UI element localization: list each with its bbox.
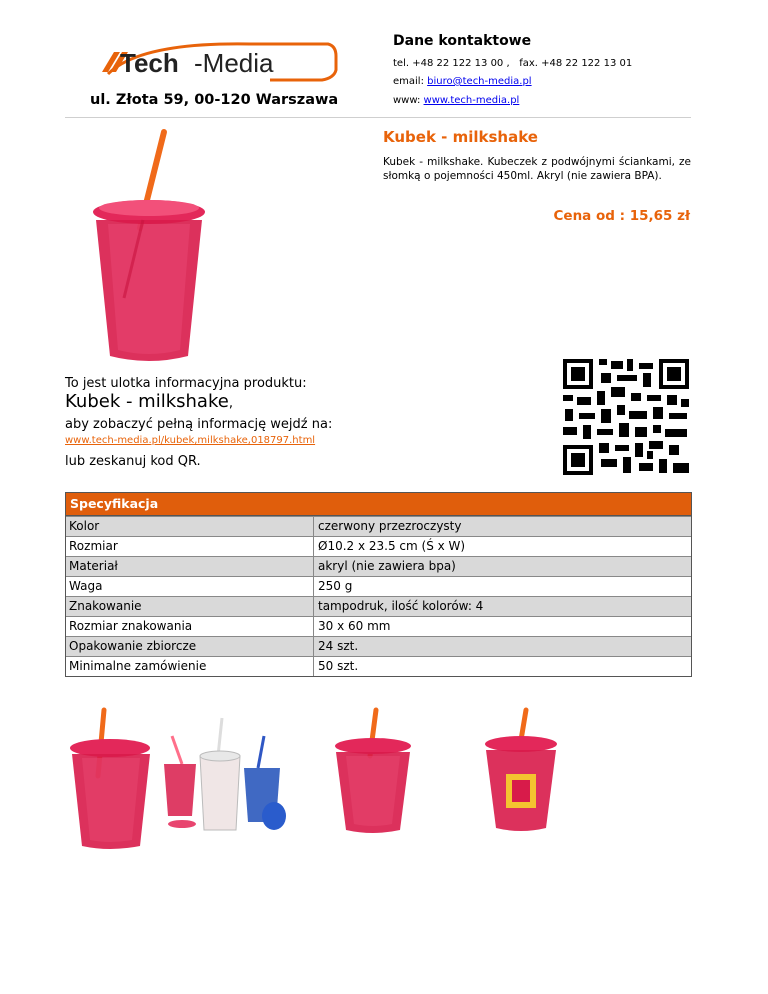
spec-value: czerwony przezroczysty xyxy=(318,519,462,533)
spec-key: Rozmiar znakowania xyxy=(66,617,314,636)
spec-value: 50 szt. xyxy=(318,659,359,673)
gallery-image-cup-1 xyxy=(64,706,160,856)
gallery-image-cup-2 xyxy=(330,706,416,838)
contact-www-line xyxy=(393,95,519,106)
table-row xyxy=(66,516,691,536)
table-row xyxy=(66,576,691,596)
product-title: Kubek - milkshake xyxy=(383,128,538,146)
leaflet-name-text: Kubek - milkshake xyxy=(65,391,229,412)
header-divider xyxy=(65,117,691,118)
logo-text-media: -Media xyxy=(194,48,274,78)
spec-key: Znakowanie xyxy=(66,597,314,616)
tech-media-logo xyxy=(100,38,340,84)
product-price: Cena od : 15,65 zł xyxy=(553,208,690,224)
gallery-image-cup-branded xyxy=(480,706,562,836)
leaflet-name-suffix: , xyxy=(228,396,233,411)
logo-text-tech: Tech xyxy=(120,48,179,78)
leaflet-product-link[interactable]: www.tech-media.pl/kubek,milkshake,018797.html xyxy=(65,435,316,446)
contact-fax: fax. +48 22 122 13 01 xyxy=(519,58,633,69)
spec-value: tampodruk, ilość kolorów: 4 xyxy=(318,599,484,613)
contact-title: Dane kontaktowe xyxy=(393,33,532,49)
spec-table-header: Specyfikacja xyxy=(66,493,691,516)
contact-www-label: www: xyxy=(393,95,421,106)
table-row xyxy=(66,536,691,556)
spec-value: Ø10.2 x 23.5 cm (Ś x W) xyxy=(318,539,466,553)
spec-value: 250 g xyxy=(318,579,353,593)
leaflet-see: aby zobaczyć pełną informację wejdź na: xyxy=(65,417,333,432)
spec-key: Waga xyxy=(66,577,314,596)
spec-value: akryl (nie zawiera bpa) xyxy=(318,559,456,573)
table-row xyxy=(66,636,691,656)
contact-email-link[interactable]: biuro@tech-media.pl xyxy=(427,76,532,87)
contact-www-link[interactable]: www.tech-media.pl xyxy=(423,95,520,106)
company-address: ul. Złota 59, 00-120 Warszawa xyxy=(90,92,339,108)
contact-email-line xyxy=(393,76,532,87)
spec-key: Minimalne zamówienie xyxy=(66,657,314,676)
spec-key: Opakowanie zbiorcze xyxy=(66,637,314,656)
leaflet-scan: lub zeskanuj kod QR. xyxy=(65,454,201,469)
table-row xyxy=(66,596,691,616)
spec-key: Kolor xyxy=(66,517,314,536)
leaflet-intro: To jest ulotka informacyjna produktu: xyxy=(65,376,307,391)
spec-key: Materiał xyxy=(66,557,314,576)
product-image-cup xyxy=(86,128,212,368)
spec-table xyxy=(65,492,692,677)
spec-value: 24 szt. xyxy=(318,639,359,653)
gallery-image-cups-group xyxy=(160,706,290,836)
spec-value: 30 x 60 mm xyxy=(318,619,391,633)
contact-email-label: email: xyxy=(393,76,424,87)
spec-key: Rozmiar xyxy=(66,537,314,556)
table-row xyxy=(66,556,691,576)
contact-phone-line xyxy=(393,58,632,69)
leaflet-product-name xyxy=(65,391,233,412)
table-row xyxy=(66,656,691,676)
table-row xyxy=(66,616,691,636)
product-description: Kubek - milkshake. Kubeczek z podwójnymi ściankami, ze słomką o pojemności 450ml. Akryl (nie zawiera BPA). xyxy=(383,156,691,182)
qr-code xyxy=(561,357,691,477)
contact-phone: tel. +48 22 122 13 00 , xyxy=(393,58,510,69)
